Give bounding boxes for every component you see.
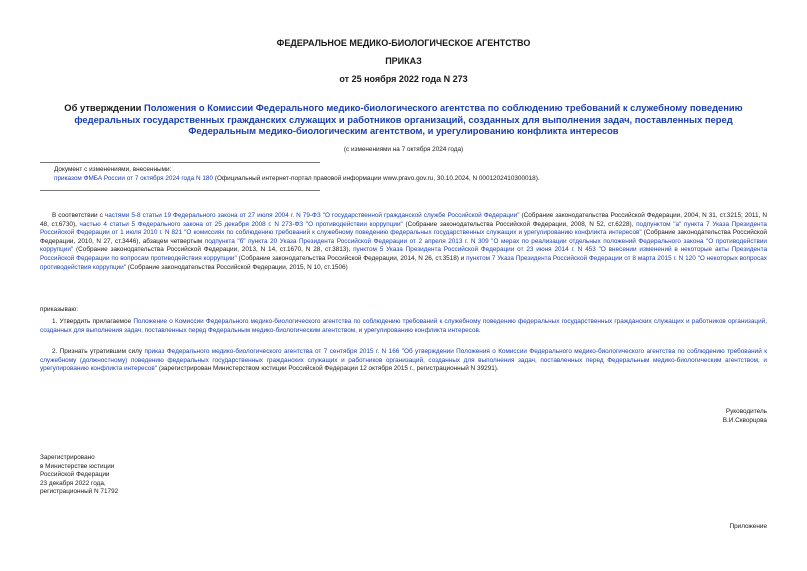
preamble-link-2[interactable]: частью 4 статьи 5 Федерального закона от 25 декабря 2008 г. N 273-ФЗ "О противодействии коррупции" xyxy=(79,220,403,228)
signature-name: В.И.Скворцова xyxy=(722,416,767,424)
item1-text-1: 1. Утвердить прилагаемое xyxy=(52,318,134,325)
preamble-text-2: (Собрание законодательства Российской Федерации, 2004, N 31, ст.3215; 2011, N 48, ст.6730), xyxy=(40,212,767,228)
preamble-text-4: (Собрание законодательства Российской Федерации, 2010, N 27, ст.3446), абзацем четвертым xyxy=(40,229,767,245)
preamble-link-3[interactable]: подпунктом "а" пункта 7 Указа Президента Российской Федерации от 1 июля 2010 г. N 821 "О комиссиях по соблюдению требований к служебному поведению федеральных государственных служащих и урегулированию конфликта интересов" xyxy=(40,220,767,237)
signature-block xyxy=(723,408,767,425)
changes-top-rule xyxy=(40,162,320,163)
changes-link[interactable]: приказом ФМБА России от 7 октября 2024 года N 180 xyxy=(54,174,214,182)
preamble-link-5[interactable]: пунктом 5 Указа Президента Российской Федерации от 23 июня 2014 г. N 453 "О внесении изменений в некоторые акты Президента Российской Федерации по вопросам противодействия коррупции" xyxy=(40,246,767,262)
item-2 xyxy=(40,348,767,374)
doc-title xyxy=(40,102,767,137)
changes-heading: Документ с изменениями, внесенными: xyxy=(54,166,172,173)
title-link[interactable]: Положения о Комиссии Федерального медико-биологического агентства по соблюдению требований к служебному поведению федеральных государственных гражданских служащих и работников организаций, созданных для выполнения задач, поставленных перед Федеральным медико-биологическим агентством, и урегулированию конфликта интересов xyxy=(74,102,743,136)
doc-date: от 25 ноября 2022 года N 273 xyxy=(339,74,468,84)
preamble-link-1[interactable]: частями 5-8 статьи 19 Федерального закона от 27 июля 2004 г. N 79-ФЗ "О государственной гражданской службе Российской Федерации" xyxy=(104,212,520,219)
preamble-link-4[interactable]: подпункта "б" пункта 20 Указа Президента Российской Федерации от 2 апреля 2013 г. N 309 "О мерах по реализации отдельных положений Федерального закона "О противодействии коррупции" xyxy=(40,237,767,254)
preamble-text-1: В соответствии с xyxy=(52,212,105,219)
appendix-label: Приложение xyxy=(729,523,767,530)
registration-line-1: Зарегистрировано xyxy=(40,454,95,461)
item-1 xyxy=(40,318,767,335)
preamble xyxy=(40,212,767,272)
preamble-text-5: (Собрание законодательства Российской Федерации, 2013, N 14, ст.1670, N 28, ст.3813), xyxy=(73,246,354,254)
registration-line-4: 23 декабря 2022 года, xyxy=(40,479,106,487)
signature-role: Руководитель xyxy=(725,408,767,415)
changes-box xyxy=(54,166,767,183)
registration-line-5: регистрационный N 71792 xyxy=(40,488,119,496)
preamble-text-7: (Собрание законодательства Российской Федерации, 2015, N 10, ст.1506) xyxy=(126,263,348,271)
preamble-link-6[interactable]: пунктом 7 Указа Президента Российской Федерации от 8 марта 2015 г. N 120 "О некоторых вопросах противодействия коррупции" xyxy=(40,254,767,271)
changes-bottom-rule xyxy=(40,190,320,191)
preamble-text-3: (Собрание законодательства Российской Федерации, 2008, N 52, ст.6228), xyxy=(402,220,637,228)
doc-type: ПРИКАЗ xyxy=(385,56,422,66)
preamble-text-6: (Собрание законодательства Российской Федерации, 2014, N 26, ст.3518) и xyxy=(236,254,467,262)
item2-text-1: 2. Признать утратившим силу xyxy=(52,348,145,355)
changes-line xyxy=(54,175,767,184)
title-prefix: Об утверждении xyxy=(64,102,144,113)
registration-line-3: Российской Федерации xyxy=(40,471,110,479)
item2-link[interactable]: приказ Федерального медико-биологического агентства от 7 сентября 2015 г. N 166 "Об утверждении Положения о Комиссии Федерального медико-биологического агентства по соблюдению требований к служебному (должностному) поведению федеральных государственных гражданских служащих и работников организаций, созданных для выполнения задач, поставленных перед Федеральным медико-биологическим агентством, и урегулированию конфликта интересов" xyxy=(40,348,767,373)
order-word: приказываю: xyxy=(40,306,78,313)
registration-block xyxy=(40,454,118,497)
item1-text-2: . xyxy=(478,326,481,334)
changes-rest: (Официальный интернет-портал правовой информации www.pravo.gov.ru, 30.10.2024, N 0001202410300018). xyxy=(213,174,540,182)
revision-note: (с изменениями на 7 октября 2024 года) xyxy=(343,146,464,153)
agency-name: ФЕДЕРАЛЬНОЕ МЕДИКО-БИОЛОГИЧЕСКОЕ АГЕНТСТВО xyxy=(276,38,531,48)
item2-text-2: (зарегистрирован Министерством юстиции Российской Федерации 12 октября 2015 г., регистрационный N 39291). xyxy=(157,365,499,373)
item1-link[interactable]: Положение о Комиссии Федерального медико-биологического агентства по соблюдению требований к служебному поведению федеральных государственных гражданских служащих и работников организаций, созданных для выполнения задач, поставленных перед Федеральным медико-биологическим агентством, и урегулированию конфликта интересов xyxy=(40,318,767,334)
registration-line-2: в Министерстве юстиции xyxy=(40,462,115,470)
